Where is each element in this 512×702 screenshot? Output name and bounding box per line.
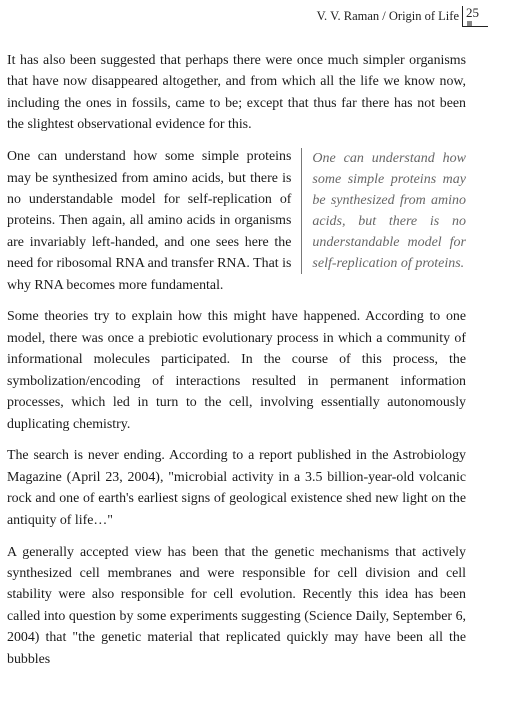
pull-quote: One can understand how some simple proteins may be synthesized from amino acids, but there is no understandable model for self-replication of proteins.: [301, 148, 466, 274]
paragraph-4: The search is never ending. According to a report published in the Astrobiology Magazine (April 23, 2004), "microbial activity in a 3.5 billion-year-old volcanic rock and one of earth's earliest signs of geological existence shed new light on the antiquity of life…": [7, 448, 466, 528]
two-column-block: [7, 146, 466, 296]
paragraph-3: Some theories try to explain how this might have happened. According to one model, there was once a prebiotic evolutionary process in which a community of informational molecules participated. In the course of this process, the symbolization/encoding of interactions resulted in permanent information processes, which led in turn to the cell, involving essentially autonomously duplicating chemistry.: [7, 309, 466, 432]
page-body: [7, 50, 466, 680]
paragraph-1: It has also been suggested that perhaps there were once much simpler organisms that have now disappeared altogether, and from which all the life we know now, including the ones in fossils, came to be; except that thus far there has not been the slightest observational evidence for this.: [7, 53, 466, 133]
paragraph-2: One can understand how some simple proteins may be synthesized from amino acids, but there is no understandable model for self-replication of proteins. Then again, all amino acids in organisms are invariably left-handed, and one sees here the need for ribosomal RNA and transfer RNA. That is why RNA becomes more fundamental.: [7, 149, 292, 293]
running-head: V. V. Raman / Origin of Life: [316, 9, 459, 23]
paragraph-5: A generally accepted view has been that the genetic mechanisms that actively synthesized cell membranes and were responsible for cell division and cell stability were also responsible for cell evolution. Recently this idea has been called into question by some experiments suggesting (Science Daily, September 6, 2004) that "the genetic material that replicated quickly may have been all the bubbles: [7, 544, 466, 667]
left-column: [7, 146, 291, 296]
page-number-box: [462, 6, 488, 27]
page-marker-square: [467, 21, 472, 26]
page-header: [317, 6, 488, 27]
page-number: 25: [466, 5, 479, 20]
